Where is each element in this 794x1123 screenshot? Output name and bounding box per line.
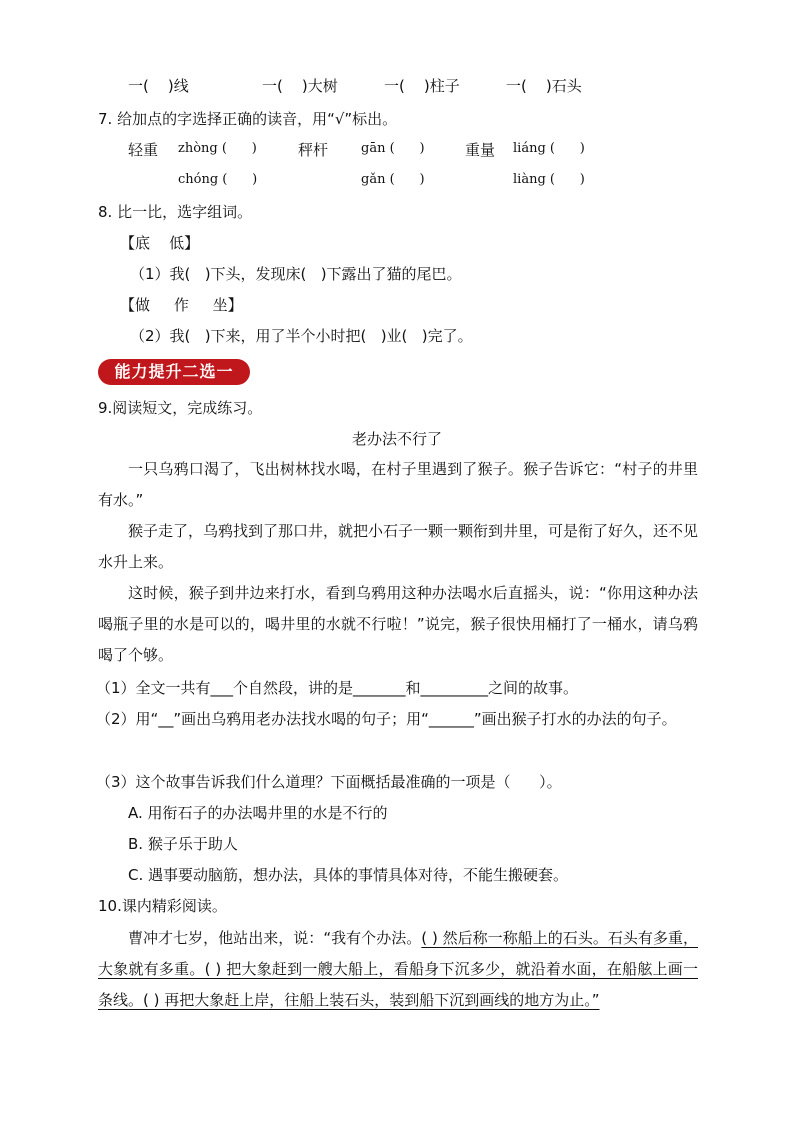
q9-sub-2: （2）用“__”画出乌鸦用老办法找水喝的句子；用“______”画出猴子打水的办法的句子。 — [96, 710, 677, 728]
story-title: 老办法不行了 — [351, 430, 442, 448]
story-paragraph-1: 一只乌鸦口渴了，飞出树林找水喝，在村子里遇到了猴子。猴子告诉它：“村子的井里有水。” — [98, 460, 698, 509]
q7-pinyin-1a: zhòng ( ) — [178, 141, 257, 156]
q6-item-1: 一( )线 — [128, 77, 189, 95]
q9-sub-1: （1）全文一共有___个自然段，讲的是_______和_________之间的故事。 — [96, 679, 579, 697]
q7-prompt: 7. 给加点的字选择正确的读音，用“√”标出。 — [98, 110, 398, 128]
q9-option-a: A. 用衔石子的办法喝井里的水是不行的 — [128, 804, 388, 822]
q8-group-1: 【底 低】 — [120, 234, 200, 252]
q10-prompt: 10.课内精彩阅读。 — [98, 897, 227, 915]
q7-word-1: 轻重 — [128, 141, 159, 159]
q8-prompt: 8. 比一比，选字组词。 — [98, 203, 253, 221]
q9-option-b: B. 猴子乐于助人 — [128, 835, 238, 853]
q6-item-4: 一( )石头 — [506, 77, 582, 95]
q9-prompt: 9.阅读短文，完成练习。 — [98, 399, 263, 417]
q8-sentence-2: （2）我( )下来，用了半个小时把( )业( )完了。 — [130, 327, 473, 345]
q6-item-3: 一( )柱子 — [384, 77, 460, 95]
section-banner: 能力提升二选一 — [98, 359, 250, 385]
q7-pinyin-2a: gān ( ) — [361, 141, 425, 156]
q10-passage — [98, 923, 698, 1016]
q7-pinyin-2b: gǎn ( ) — [361, 172, 425, 187]
q9-option-c: C. 遇事要动脑筋，想办法，具体的事情具体对待，不能生搬硬套。 — [128, 866, 569, 884]
q8-sentence-1: （1）我( )下头，发现床( )下露出了猫的尾巴。 — [130, 265, 462, 283]
q10-underlined-text: ( ) 然后称一称船上的石头。石头有多重，大象就有多重。( ) 把大象赶到一艘大船上，看船身下沉多少，就沿着水面，在船舷上画一条线。( ) 再把大象赶上岸，往船上装石头，装到船下沉到画线的地方为止。” — [98, 929, 698, 1009]
q7-word-2: 秤杆 — [298, 141, 329, 159]
q6-item-2: 一( )大树 — [262, 77, 338, 95]
q10-intro: 曹冲才七岁，他站出来，说：“我有个办法。 — [128, 929, 422, 947]
story-paragraph-3: 这时候，猴子到井边来打水，看到乌鸦用这种办法喝水后直摇头，说：“你用这种办法喝瓶子里的水是可以的，喝井里的水就不行啦！”说完，猴子很快用桶打了一桶水，请乌鸦喝了个够。 — [98, 584, 698, 664]
story-paragraph-2: 猴子走了，乌鸦找到了那口井，就把小石子一颗一颗衔到井里，可是衔了好久，还不见水升上来。 — [98, 522, 699, 571]
q7-pinyin-3b: liàng ( ) — [513, 172, 585, 187]
q7-word-3: 重量 — [465, 141, 496, 159]
q9-sub-3: （3）这个故事告诉我们什么道理？下面概括最准确的一项是（ ）。 — [96, 773, 562, 791]
q7-pinyin-1b: chóng ( ) — [178, 172, 258, 187]
q7-pinyin-3a: liáng ( ) — [513, 141, 585, 156]
q8-group-2: 【做 作 坐】 — [120, 296, 243, 314]
